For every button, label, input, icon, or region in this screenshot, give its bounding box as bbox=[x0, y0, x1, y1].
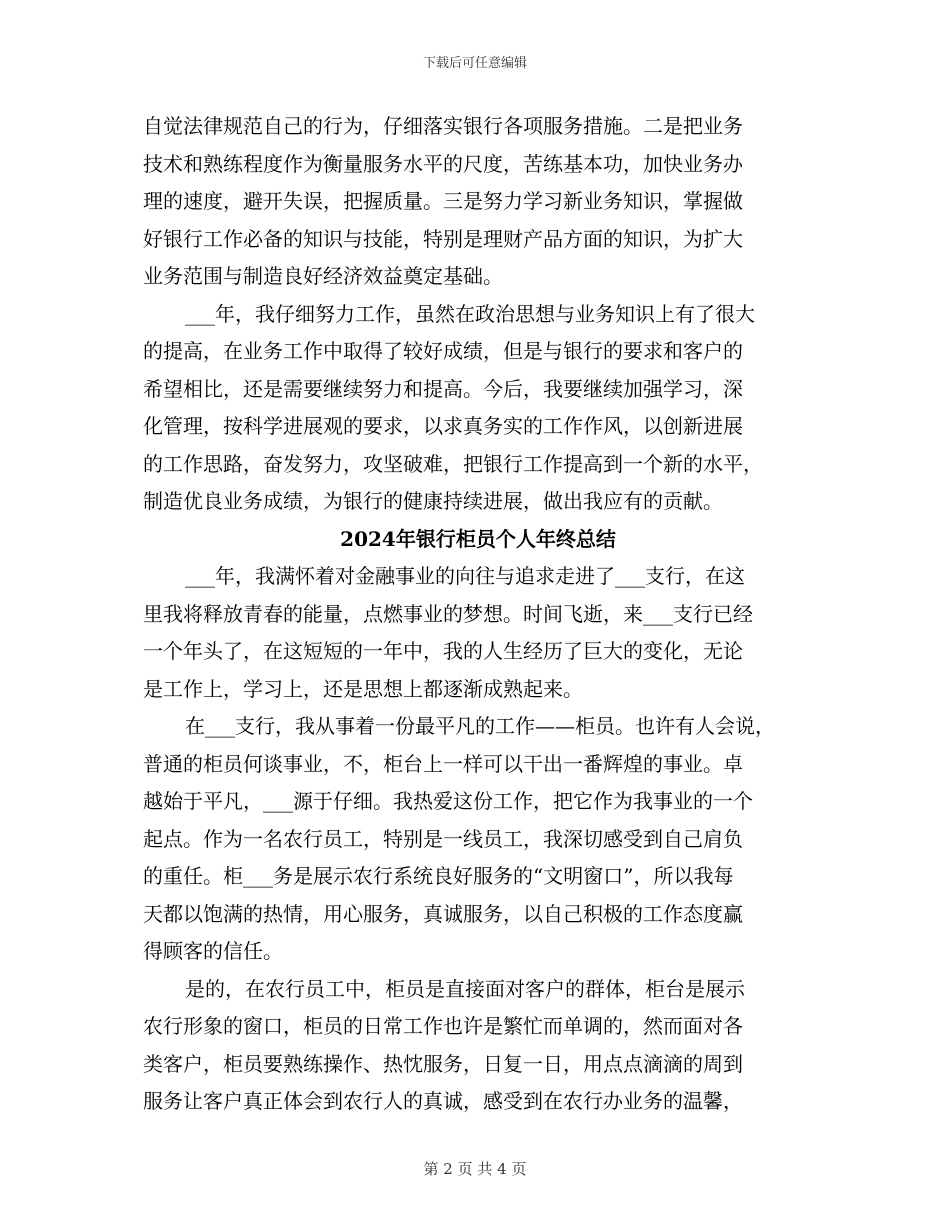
section-title: 2024年银行柜员个人年终总结 bbox=[340, 526, 616, 551]
text-line: 的重任。柜___务是展示农行系统良好服务的“文明窗口”，所以我每 bbox=[143, 864, 734, 888]
page-header-note: 下载后可任意编辑 bbox=[422, 56, 527, 71]
paragraph-1 bbox=[143, 108, 813, 296]
text-line: 技术和熟练程度作为衡量服务水平的尺度，苦练基本功，加快业务办 bbox=[143, 151, 743, 176]
text-line: 是的，在农行员工中，柜员是直接面对客户的群体，柜台是展示 bbox=[185, 976, 745, 1001]
text-line: 业务范围与制造良好经济效益奠定基础。 bbox=[143, 264, 503, 288]
text-line: 里我将释放青春的能量，点燃事业的梦想。时间飞逝，来___支行已经 bbox=[143, 601, 753, 626]
text-line: 服务让客户真正体会到农行人的真诚，感受到在农行办业务的温馨， bbox=[143, 1089, 743, 1113]
document-body bbox=[143, 108, 813, 1121]
text-line: 天都以饱满的热情，用心服务，真诚服务，以自己积极的工作态度赢 bbox=[143, 901, 743, 926]
page-number: 第 2 页 共 4 页 bbox=[423, 1160, 527, 1178]
text-line: 起点。作为一名农行员工，特别是一线员工，我深切感受到自己肩负 bbox=[143, 826, 743, 851]
text-line: 类客户，柜员要熟练操作、热忱服务，日复一日，用点点滴滴的周到 bbox=[143, 1051, 743, 1076]
paragraph-2 bbox=[143, 296, 813, 521]
text-line: 得顾客的信任。 bbox=[143, 939, 283, 963]
text-line: 越始于平凡，___源于仔细。我热爱这份工作，把它作为我事业的一个 bbox=[143, 789, 753, 813]
text-line: 的提高，在业务工作中取得了较好成绩，但是与银行的要求和客户的 bbox=[143, 339, 743, 363]
text-line: ___年，我仔细努力工作，虽然在政治思想与业务知识上有了很大 bbox=[185, 301, 755, 326]
paragraph-3 bbox=[143, 558, 813, 708]
paragraph-4 bbox=[143, 708, 813, 971]
text-line: 的工作思路，奋发努力，攻坚破难，把银行工作提高到一个新的水平， bbox=[143, 451, 763, 476]
text-line: 化管理，按科学进展观的要求，以求真务实的工作作风，以创新进展 bbox=[143, 414, 743, 438]
paragraph-5 bbox=[143, 971, 813, 1121]
text-line: 理的速度，避开失误，把握质量。三是努力学习新业务知识，掌握做 bbox=[143, 189, 743, 213]
text-line: 普通的柜员何谈事业，不，柜台上一样可以干出一番辉煌的事业。卓 bbox=[143, 751, 743, 776]
text-line: 一个年头了，在这短短的一年中，我的人生经历了巨大的变化，无论 bbox=[143, 639, 743, 663]
text-line: 自觉法律规范自己的行为，仔细落实银行各项服务措施。二是把业务 bbox=[143, 114, 743, 138]
text-line: 好银行工作必备的知识与技能，特别是理财产品方面的知识，为扩大 bbox=[143, 226, 743, 251]
text-line: 制造优良业务成绩，为银行的健康持续进展，做出我应有的贡献。 bbox=[143, 489, 723, 513]
text-line: 在___支行，我从事着一份最平凡的工作——柜员。也许有人会说， bbox=[185, 714, 775, 738]
text-line: 农行形象的窗口，柜员的日常工作也许是繁忙而单调的，然而面对各 bbox=[143, 1014, 743, 1038]
text-line: 是工作上，学习上，还是思想上都逐渐成熟起来。 bbox=[143, 676, 583, 701]
text-line: ___年，我满怀着对金融事业的向往与追求走进了___支行，在这 bbox=[185, 564, 745, 588]
text-line: 希望相比，还是需要继续努力和提高。今后，我要继续加强学习，深 bbox=[143, 376, 743, 401]
